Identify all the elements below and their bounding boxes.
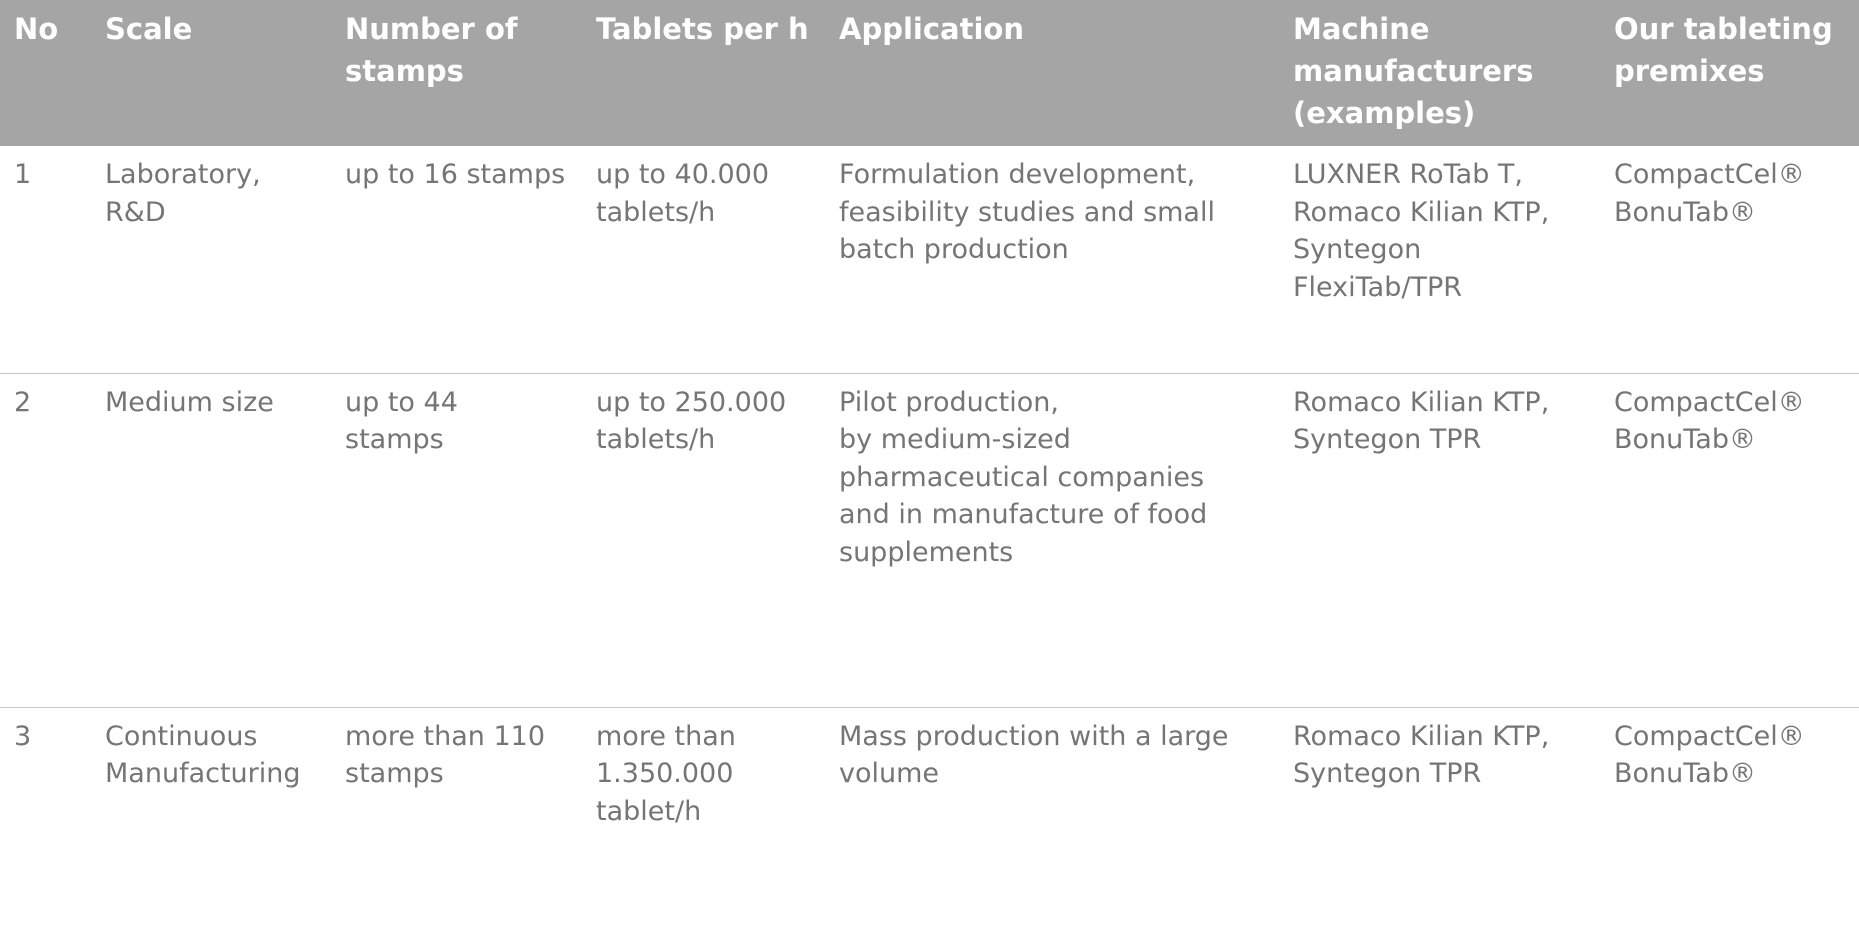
cell-text: 3 xyxy=(14,720,32,752)
cell-text: BonuTab® xyxy=(1614,758,1756,789)
header-application-text: Application xyxy=(839,12,1024,46)
cell-machine-manufacturers xyxy=(1279,707,1600,949)
cell-scale xyxy=(91,146,331,373)
cell-text: BonuTab® xyxy=(1614,196,1756,228)
table-body xyxy=(0,146,1859,949)
cell-tableting-premixes xyxy=(1600,146,1859,373)
cell-scale xyxy=(91,707,331,949)
cell-text: up to 40.000 xyxy=(596,159,769,190)
cell-tableting-premixes xyxy=(1600,707,1859,949)
header-tablets-per-h-text: Tablets per h xyxy=(596,12,809,46)
header-machine-manufacturers-line-1: Machine xyxy=(1293,12,1430,46)
cell-text: BonuTab® xyxy=(1614,424,1756,455)
cell-text: R&D xyxy=(105,196,166,228)
cell-text: CompactCel® xyxy=(1614,386,1805,418)
cell-text: Syntegon TPR xyxy=(1293,424,1482,455)
cell-application xyxy=(825,373,1279,707)
header-tableting-premixes xyxy=(1600,0,1859,146)
cell-text: Continuous xyxy=(105,720,258,752)
cell-text: stamps xyxy=(345,758,444,789)
cell-text: batch production xyxy=(839,234,1069,265)
table-row xyxy=(0,373,1859,707)
header-tablets-per-h xyxy=(582,0,825,146)
cell-no xyxy=(0,373,91,707)
cell-text: and in manufacture of food xyxy=(839,499,1208,530)
cell-text: 1 xyxy=(14,159,32,190)
cell-text: stamps xyxy=(345,424,444,455)
cell-text: more than 110 xyxy=(345,720,545,752)
cell-text: 2 xyxy=(14,386,32,418)
table-row xyxy=(0,146,1859,373)
cell-text: more than xyxy=(596,720,736,752)
cell-no xyxy=(0,146,91,373)
cell-scale xyxy=(91,373,331,707)
cell-machine-manufacturers xyxy=(1279,146,1600,373)
header-no-text: No xyxy=(14,12,59,46)
header-machine-manufacturers-line-2: manufacturers xyxy=(1293,54,1534,88)
cell-text: by medium-sized xyxy=(839,424,1071,455)
cell-tableting-premixes xyxy=(1600,373,1859,707)
header-scale-text: Scale xyxy=(105,12,193,46)
header-machine-manufacturers xyxy=(1279,0,1600,146)
cell-application xyxy=(825,146,1279,373)
cell-text: tablets/h xyxy=(596,196,716,228)
cell-text: Syntegon TPR xyxy=(1293,758,1482,789)
cell-text: Romaco Kilian KTP, xyxy=(1293,196,1550,228)
cell-text: Formulation development, xyxy=(839,159,1196,190)
cell-text: Romaco Kilian KTP, xyxy=(1293,720,1550,752)
cell-number-of-stamps xyxy=(331,707,582,949)
cell-text: feasibility studies and small xyxy=(839,196,1215,228)
cell-text: supplements xyxy=(839,536,1014,568)
cell-text: up to 44 xyxy=(345,386,458,418)
header-number-of-stamps-line-1: Number of xyxy=(345,12,518,46)
cell-text: tablet/h xyxy=(596,795,702,827)
cell-text: Manufacturing xyxy=(105,758,301,789)
cell-text: 1.350.000 xyxy=(596,758,734,789)
table-row xyxy=(0,707,1859,949)
header-machine-manufacturers-line-3: (examples) xyxy=(1293,96,1476,130)
header-no xyxy=(0,0,91,146)
cell-machine-manufacturers xyxy=(1279,373,1600,707)
cell-text: CompactCel® xyxy=(1614,159,1805,190)
cell-text: up to 16 stamps xyxy=(345,159,566,190)
cell-text: volume xyxy=(839,758,940,789)
cell-tablets-per-h xyxy=(582,373,825,707)
cell-text: Mass production with a large xyxy=(839,720,1229,752)
header-number-of-stamps xyxy=(331,0,582,146)
header-tableting-premixes-line-2: premixes xyxy=(1614,54,1765,88)
header-number-of-stamps-line-2: stamps xyxy=(345,54,464,88)
cell-text: CompactCel® xyxy=(1614,720,1805,752)
cell-no xyxy=(0,707,91,949)
cell-text: LUXNER RoTab T, xyxy=(1293,159,1523,190)
table-header xyxy=(0,0,1859,146)
header-tableting-premixes-line-1: Our tableting xyxy=(1614,12,1833,46)
cell-tablets-per-h xyxy=(582,707,825,949)
header-row xyxy=(0,0,1859,146)
cell-text: Laboratory, xyxy=(105,159,261,190)
cell-text: Pilot production, xyxy=(839,386,1059,418)
cell-number-of-stamps xyxy=(331,373,582,707)
cell-text: Romaco Kilian KTP, xyxy=(1293,386,1550,418)
header-application xyxy=(825,0,1279,146)
cell-application xyxy=(825,707,1279,949)
cell-number-of-stamps xyxy=(331,146,582,373)
cell-text: tablets/h xyxy=(596,424,716,455)
cell-tablets-per-h xyxy=(582,146,825,373)
cell-text: Medium size xyxy=(105,386,274,418)
header-scale xyxy=(91,0,331,146)
cell-text: Syntegon xyxy=(1293,234,1422,265)
cell-text: pharmaceutical companies xyxy=(839,461,1205,493)
cell-text: up to 250.000 xyxy=(596,386,787,418)
cell-text: FlexiTab/TPR xyxy=(1293,271,1462,303)
